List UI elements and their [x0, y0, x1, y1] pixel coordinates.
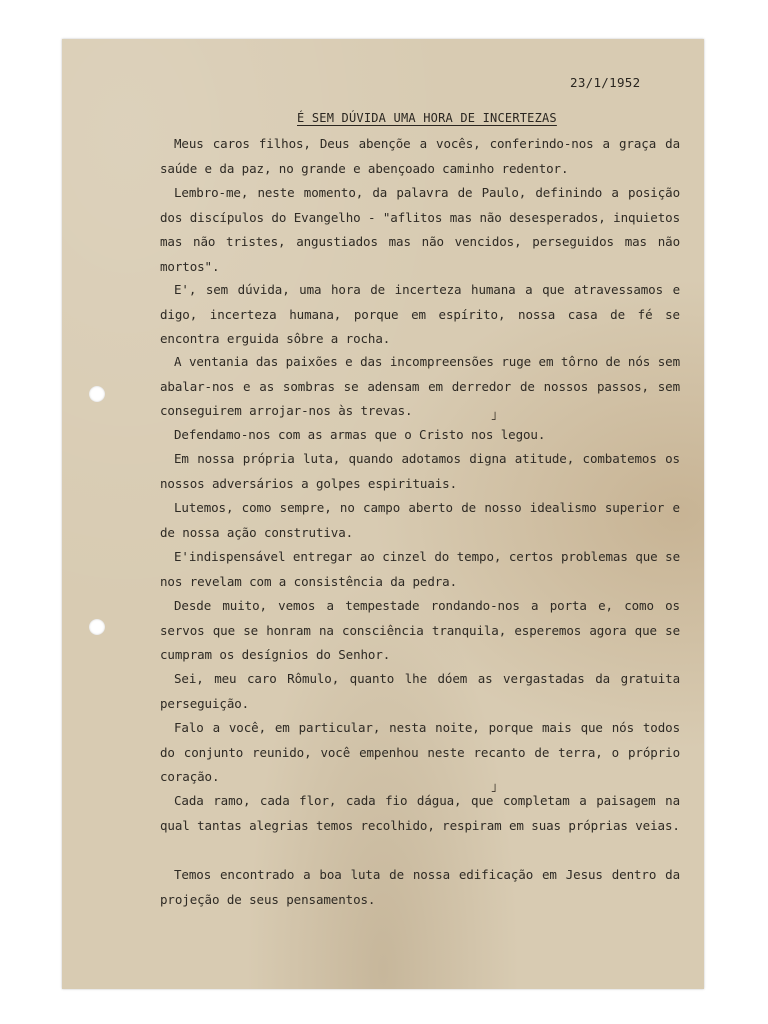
paragraph: E'indispensável entregar ao cinzel do tempo, certos problemas que se nos revelam com a consistência da pedra. [160, 549, 680, 589]
document-page [62, 39, 704, 989]
paragraph: Lembro-me, neste momento, da palavra de Paulo, definindo a posição dos discípulos do Evangelho - "aflitos mas não desesperados, inquietos mas não tristes, angustiados mas não vencidos, perseguidos mas não mortos". [160, 185, 680, 274]
paragraph: Cada ramo, cada flor, cada fio dágua, que completam a paisagem na qual tantas alegrias temos recolhido, respiram em suas próprias veias. [160, 793, 680, 833]
document-date: 23/1/1952 [570, 75, 641, 90]
paragraph: A ventania das paixões e das incompreensões ruge em tôrno de nós sem abalar-nos e as sombras se adensam em derredor de nossos passos, sem conseguirem arrojar-nos às trevas. [160, 354, 680, 418]
paragraph: Falo a você, em particular, nesta noite, porque mais que nós todos do conjunto reunido, você empenhou neste recanto de terra, o próprio coração. [160, 720, 680, 784]
paragraph: E', sem dúvida, uma hora de incerteza humana a que atravessamos e digo, incerteza humana, porque em espírito, nossa casa de fé se encontra erguida sôbre a rocha. [160, 282, 680, 346]
punch-hole-bottom [89, 619, 105, 635]
paragraph: Desde muito, vemos a tempestade rondando-nos a porta e, como os servos que se honram na consciência tranquila, esperemos agora que se cumpram os desígnios do Senhor. [160, 598, 680, 662]
paragraph: Sei, meu caro Rômulo, quanto lhe dóem as vergastadas da gratuita perseguição. [160, 671, 680, 711]
pencil-mark: ˩ [490, 781, 498, 795]
paragraph: Em nossa própria luta, quando adotamos digna atitude, combatemos os nossos adversários a golpes espirituais. [160, 451, 680, 491]
paragraph: Meus caros filhos, Deus abençõe a vocês, conferindo-nos a graça da saúde e da paz, no grande e abençoado caminho redentor. [160, 136, 680, 176]
punch-hole-top [89, 386, 105, 402]
paragraph: Temos encontrado a boa luta de nossa edificação em Jesus dentro da projeção de seus pensamentos. [160, 867, 680, 907]
document-title: É SEM DÚVIDA UMA HORA DE INCERTEZAS [297, 111, 557, 125]
paragraph: Defendamo-nos com as armas que o Cristo nos legou. [174, 427, 546, 442]
pencil-mark: ˩ [490, 409, 498, 423]
paragraph: Lutemos, como sempre, no campo aberto de nosso idealismo superior e de nossa ação construtiva. [160, 500, 680, 540]
